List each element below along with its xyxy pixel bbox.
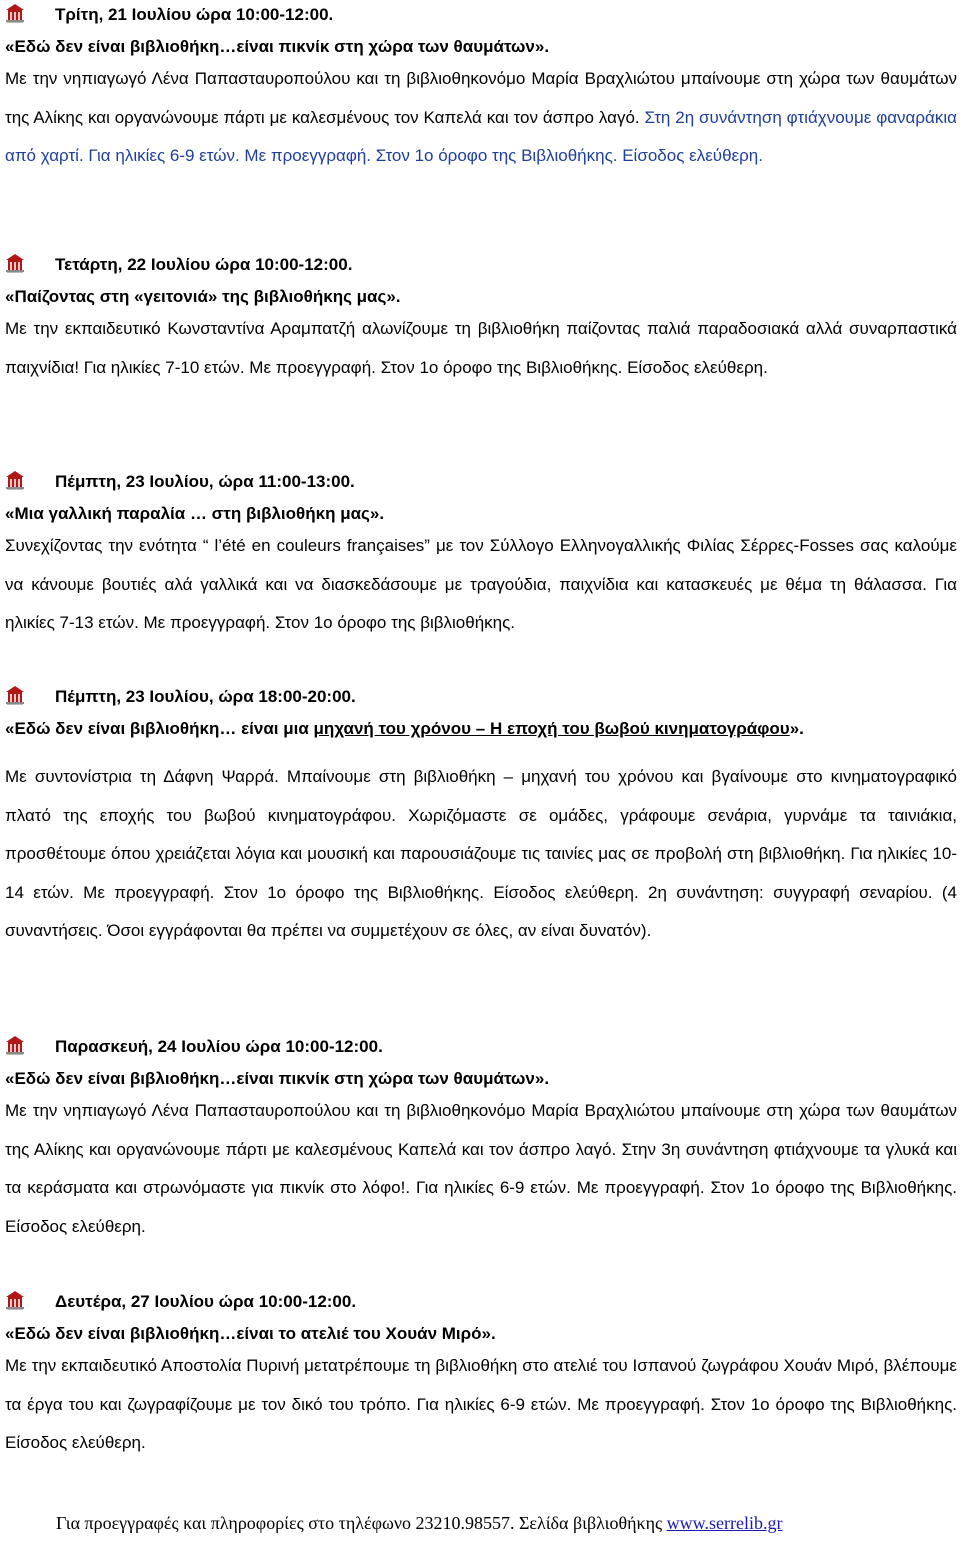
- event-4: [5, 684, 957, 951]
- event-date: Δευτέρα, 27 Ιουλίου ώρα 10:00-12:00.: [55, 1292, 357, 1311]
- event-description: Συνεχίζοντας την ενότητα “ l’été en couleurs françaises” με τον Σύλλογο Ελληνογαλλικής Φιλίας Σέρρες-Fosses σας καλούμε να κάνουμε βουτιές αλά γαλλικά και να διασκεδάσουμε με τραγούδια, παιχνίδια και κατασκευές με θέμα τη θάλασσα. Για ηλικίες 7-13 ετών. Με προεγγραφή. Στον 1ο όροφο της βιβλιοθήκης.: [5, 536, 957, 632]
- event-1: [5, 2, 957, 176]
- library-building-icon: [5, 3, 25, 23]
- event-header: [5, 1289, 957, 1321]
- event-description: Με την εκπαιδευτικό Κωνσταντίνα Αραμπατζή αλωνίζουμε τη βιβλιοθήκη παίζοντας παλιά παραδοσιακά αλλά συναρπαστικά παιχνίδια! Για ηλικίες 7-10 ετών. Με προεγγραφή. Στον 1ο όροφο της Βιβλιοθήκης. Είσοδος ελεύθερη.: [5, 319, 957, 377]
- event-date: Τετάρτη, 22 Ιουλίου ώρα 10:00-12:00.: [55, 255, 353, 274]
- footer-text: Για προεγγραφές και πληροφορίες στο τηλέφωνο 23210.98557. Σελίδα βιβλιοθήκης: [56, 1513, 667, 1533]
- event-date: Τρίτη, 21 Ιουλίου ώρα 10:00-12:00.: [55, 5, 334, 24]
- library-building-icon: [5, 253, 25, 273]
- event-title-start: «Εδώ δεν είναι βιβλιοθήκη… είναι μια: [5, 719, 314, 738]
- event-date: Πέμπτη, 23 Ιουλίου, ώρα 18:00-20:00.: [55, 687, 356, 706]
- library-building-icon: [5, 1035, 25, 1055]
- event-5: [5, 1034, 957, 1246]
- event-title-end: ».: [789, 719, 804, 738]
- event-3: [5, 469, 957, 643]
- event-title: «Εδώ δεν είναι βιβλιοθήκη…είναι πικνίκ στη χώρα των θαυμάτων».: [5, 37, 550, 56]
- event-header: [5, 1034, 957, 1066]
- event-header: [5, 684, 957, 716]
- event-title: «Παίζοντας στη «γειτονιά» της βιβλιοθήκης μας».: [5, 287, 401, 306]
- event-2: [5, 252, 957, 387]
- event-description: [5, 60, 957, 176]
- library-building-icon: [5, 1290, 25, 1310]
- event-title-underlined: μηχανή του χρόνου – Η εποχή του βωβού κινηματογράφου: [313, 719, 790, 738]
- event-description: Με συντονίστρια τη Δάφνη Ψαρρά. Μπαίνουμε στη βιβλιοθήκη – μηχανή του χρόνου και βγαίνουμε στο κινηματογραφικό πλατό της εποχής του βωβού κινηματογράφου. Χωριζόμαστε σε ομάδες, γράφουμε σενάρια, γυρνάμε τα ταινιάκια, προσθέτουμε όπου χρειάζεται λόγια και μουσική και παρουσιάζουμε τις ταινίες μας σε προβολή στη βιβλιοθήκη. Για ηλικίες 10-14 ετών. Με προεγγραφή. Στον 1ο όροφο της Βιβλιοθήκης. Είσοδος ελεύθερη. 2η συνάντηση: συγγραφή σεναρίου. (4 συναντήσεις. Όσοι εγγράφονται θα πρέπει να συμμετέχουν σε όλες, αν είναι δυνατόν).: [5, 767, 957, 940]
- event-description: Με την εκπαιδευτικό Αποστολία Πυρινή μετατρέπουμε τη βιβλιοθήκη στο ατελιέ του Ισπανού ζωγράφου Χουάν Μιρό, βλέπουμε τα έργα του και ζωγραφίζουμε με τον δικό του τρόπο. Για ηλικίες 6-9 ετών. Με προεγγραφή. Στον 1ο όροφο της Βιβλιοθήκης. Είσοδος ελεύθερη.: [5, 1356, 957, 1452]
- event-6: [5, 1289, 957, 1463]
- event-date: Πέμπτη, 23 Ιουλίου, ώρα 11:00-13:00.: [55, 472, 355, 491]
- website-link[interactable]: www.serrelib.gr: [666, 1513, 783, 1533]
- library-building-icon: [5, 470, 25, 490]
- event-description-highlight: Στη 2η συνάντηση φτιάχνουμε φαναράκια από χαρτί. Για ηλικίες 6-9 ετών. Με προεγγραφή. Στον 1ο όροφο της Βιβλιοθήκης. Είσοδος ελεύθερη.: [5, 107, 957, 165]
- event-title: «Εδώ δεν είναι βιβλιοθήκη…είναι το ατελιέ του Χουάν Μιρό».: [5, 1324, 496, 1343]
- event-date: Παρασκευή, 24 Ιουλίου ώρα 10:00-12:00.: [55, 1037, 383, 1056]
- event-header: [5, 252, 957, 284]
- event-description-text: Με την νηπιαγωγό Λένα Παπασταυροπούλου και τη βιβλιοθηκονόμο Μαρία Βραχλιώτου μπαίνουμε στη χώρα των θαυμάτων της Αλίκης και οργανώνουμε πάρτι με καλεσμένους τον Καπελά και τον άσπρο λαγό.: [5, 69, 957, 127]
- page-footer: [56, 1513, 782, 1534]
- event-description: Με την νηπιαγωγό Λένα Παπασταυροπούλου και τη βιβλιοθηκονόμο Μαρία Βραχλιώτου μπαίνουμε στη χώρα των θαυμάτων της Αλίκης και οργανώνουμε πάρτι με καλεσμένους Καπελά και τον άσπρο λαγό. Στην 3η συνάντηση φτιάχνουμε τα γλυκά και τα κεράσματα και στρωνόμαστε για πικνίκ στο λόφο!. Για ηλικίες 6-9 ετών. Με προεγγραφή. Στον 1ο όροφο της Βιβλιοθήκης. Είσοδος ελεύθερη.: [5, 1101, 957, 1236]
- event-title: «Εδώ δεν είναι βιβλιοθήκη…είναι πικνίκ στη χώρα των θαυμάτων».: [5, 1069, 550, 1088]
- event-title: «Μια γαλλική παραλία … στη βιβλιοθήκη μας».: [5, 504, 385, 523]
- library-building-icon: [5, 685, 25, 705]
- event-title: [5, 716, 957, 742]
- event-header: [5, 2, 957, 34]
- event-header: [5, 469, 957, 501]
